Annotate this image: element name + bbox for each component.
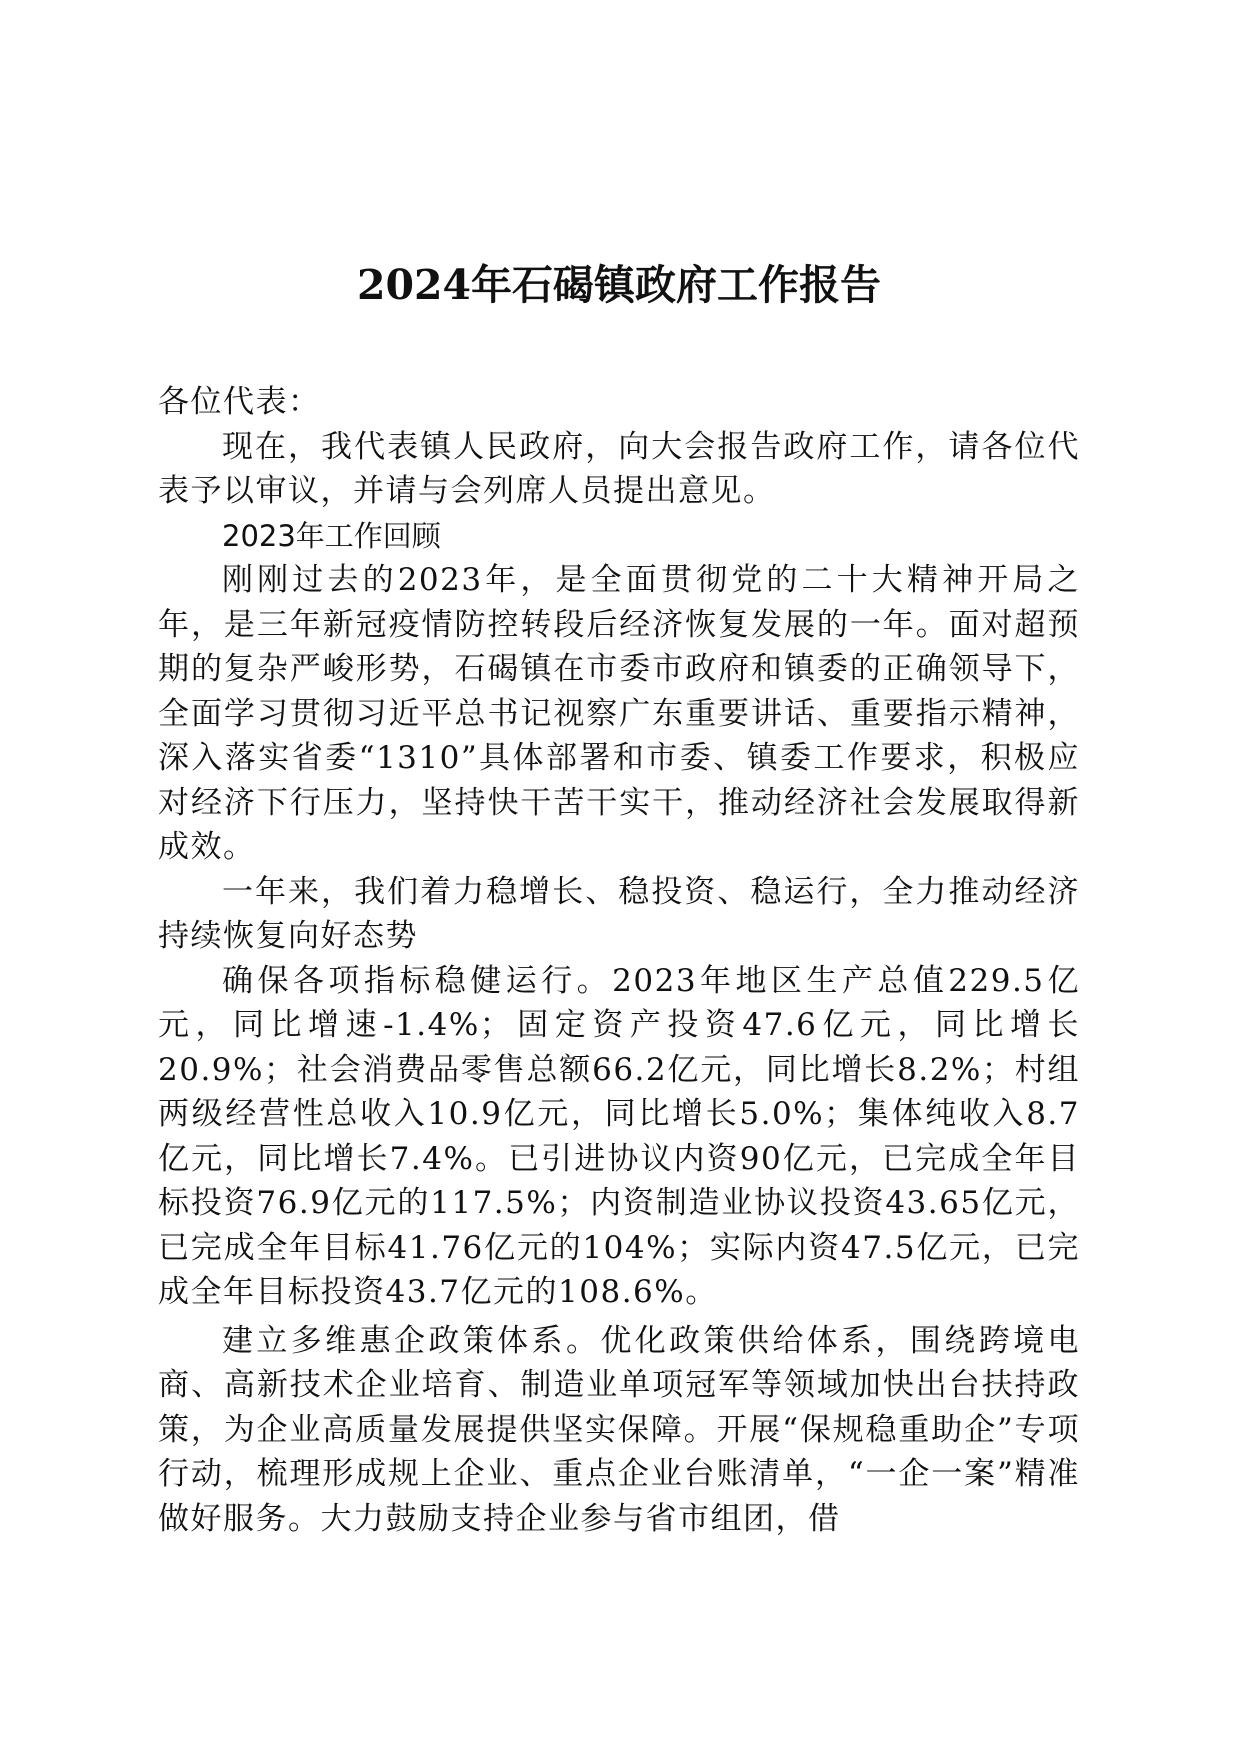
section-heading: 2023年工作回顾 — [222, 518, 441, 553]
document-title: 2024年石碣镇政府工作报告 — [356, 261, 882, 309]
document-body — [158, 380, 1080, 1541]
body-paragraph: 建立多维惠企政策体系。优化政策供给体系，围绕跨境电商、高新技术企业培育、制造业单项冠军等领域加快出台扶持政策，为企业高质量发展提供坚实保障。开展“保规稳重助企”专项行动，梳理形成规上企业、重点企业台账清单，“一企一案”精准做好服务。大力鼓励支持企业参与省市组团，借 — [158, 1322, 1080, 1537]
salutation: 各位代表： — [158, 384, 321, 420]
body-paragraph: 刚刚过去的2023年，是全面贯彻党的二十大精神开局之年，是三年新冠疫情防控转段后经济恢复发展的一年。面对超预期的复杂严峻形势，石碣镇在市委市政府和镇委的正确领导下，全面学习贯彻习近平总书记视察广东重要讲话、重要指示精神，深入落实省委“1310”具体部署和市委、镇委工作要求，积极应对经济下行压力，坚持快干苦干实干，推动经济社会发展取得新成效。 — [158, 562, 1080, 865]
intro-paragraph: 现在，我代表镇人民政府，向大会报告政府工作，请各位代表予以审议，并请与会列席人员提出意见。 — [158, 428, 1080, 509]
document-page — [158, 0, 1080, 1754]
body-paragraph: 一年来，我们着力稳增长、稳投资、稳运行，全力推动经济持续恢复向好态势 — [158, 873, 1080, 954]
body-paragraph: 确保各项指标稳健运行。2023年地区生产总值229.5亿元，同比增速-1.4%；固定资产投资47.6亿元，同比增长20.9%；社会消费品零售总额66.2亿元，同比增长8.2%；村组两级经营性总收入10.9亿元，同比增长5.0%；集体纯收入8.7亿元，同比增长7.4%。已引进协议内资90亿元，已完成全年目标投资76.9亿元的117.5%；内资制造业协议投资43.65亿元，已完成全年目标41.76亿元的104%；实际内资47.5亿元，已完成全年目标投资43.7亿元的108.6%。 — [158, 962, 1080, 1310]
